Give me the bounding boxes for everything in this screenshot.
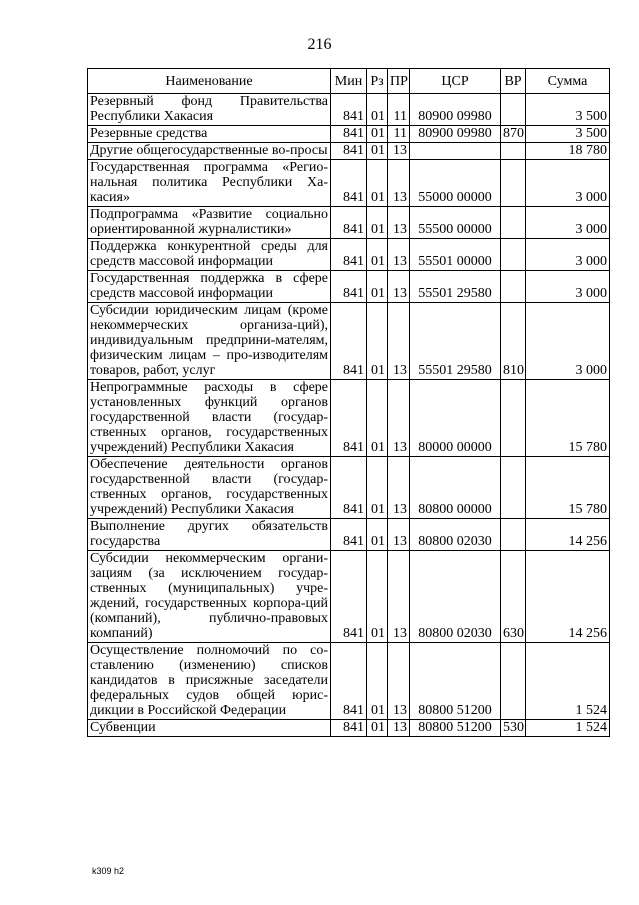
- row-csr: 55501 29580: [410, 303, 501, 380]
- table-row: [88, 239, 610, 271]
- row-vr: [501, 271, 526, 303]
- row-sum: 18 780: [526, 143, 610, 160]
- row-csr: 55000 00000: [410, 160, 501, 207]
- row-sum: 3 000: [526, 303, 610, 380]
- row-sum: 15 780: [526, 457, 610, 519]
- row-rz: 01: [367, 207, 388, 239]
- row-csr: [410, 143, 501, 160]
- row-pr: 13: [388, 380, 410, 457]
- row-csr: 55501 00000: [410, 239, 501, 271]
- row-name: Резервный фонд Правительства Республики Хакасия: [88, 94, 331, 126]
- row-min: 841: [331, 457, 367, 519]
- row-rz: 01: [367, 143, 388, 160]
- row-sum: 3 000: [526, 160, 610, 207]
- row-rz: 01: [367, 380, 388, 457]
- row-name: Субсидии некоммерческим органи-зациям (за исключением государ-ственных (муниципальных) учре-ждений, государственных корпора-ций (компаний), публично-правовых компаний): [88, 551, 331, 643]
- header-csr: ЦСР: [410, 69, 501, 94]
- table-row: [88, 143, 610, 160]
- row-sum: 3 500: [526, 126, 610, 143]
- row-pr: 13: [388, 720, 410, 737]
- row-sum: 14 256: [526, 519, 610, 551]
- row-name: Субвенции: [88, 720, 331, 737]
- row-name: Резервные средства: [88, 126, 331, 143]
- row-rz: 01: [367, 303, 388, 380]
- header-vr: ВР: [501, 69, 526, 94]
- row-min: 841: [331, 551, 367, 643]
- row-min: 841: [331, 271, 367, 303]
- row-name: Непрограммные расходы в сфере установленных функций органов государственной власти (государ-ственных органов, государственных учреждений) Республики Хакасия: [88, 380, 331, 457]
- row-vr: 530: [501, 720, 526, 737]
- row-rz: 01: [367, 160, 388, 207]
- row-pr: 13: [388, 519, 410, 551]
- row-pr: 13: [388, 207, 410, 239]
- header-name: Наименование: [88, 69, 331, 94]
- budget-table: [87, 68, 610, 737]
- row-vr: [501, 380, 526, 457]
- row-pr: 13: [388, 457, 410, 519]
- row-rz: 01: [367, 643, 388, 720]
- row-csr: 80900 09980: [410, 126, 501, 143]
- row-vr: [501, 457, 526, 519]
- row-pr: 13: [388, 239, 410, 271]
- row-rz: 01: [367, 94, 388, 126]
- row-name: Обеспечение деятельности органов государственной власти (государ-ственных органов, государственных учреждений) Республики Хакасия: [88, 457, 331, 519]
- row-min: 841: [331, 519, 367, 551]
- row-csr: 80800 02030: [410, 551, 501, 643]
- row-pr: 11: [388, 94, 410, 126]
- row-vr: 810: [501, 303, 526, 380]
- row-csr: 80800 02030: [410, 519, 501, 551]
- table-row: [88, 551, 610, 643]
- row-vr: 630: [501, 551, 526, 643]
- table-row: [88, 126, 610, 143]
- row-csr: 80000 00000: [410, 380, 501, 457]
- row-min: 841: [331, 303, 367, 380]
- row-pr: 13: [388, 551, 410, 643]
- page-number: 216: [307, 36, 332, 53]
- row-pr: 13: [388, 143, 410, 160]
- header-pr: ПР: [388, 69, 410, 94]
- row-vr: [501, 239, 526, 271]
- row-csr: 55501 29580: [410, 271, 501, 303]
- row-min: 841: [331, 94, 367, 126]
- row-sum: 15 780: [526, 380, 610, 457]
- table-row: [88, 207, 610, 239]
- row-vr: [501, 519, 526, 551]
- row-rz: 01: [367, 551, 388, 643]
- row-vr: [501, 143, 526, 160]
- row-rz: 01: [367, 126, 388, 143]
- table-row: [88, 457, 610, 519]
- row-sum: 1 524: [526, 643, 610, 720]
- row-csr: 80900 09980: [410, 94, 501, 126]
- row-min: 841: [331, 207, 367, 239]
- table-row: [88, 160, 610, 207]
- row-vr: 870: [501, 126, 526, 143]
- row-sum: 3 000: [526, 207, 610, 239]
- row-rz: 01: [367, 720, 388, 737]
- row-name: Государственная программа «Регио-нальная политика Республики Ха-касия»: [88, 160, 331, 207]
- row-name: Выполнение других обязательств государства: [88, 519, 331, 551]
- row-csr: 80800 51200: [410, 643, 501, 720]
- row-name: Подпрограмма «Развитие социально ориентированной журналистики»: [88, 207, 331, 239]
- row-pr: 13: [388, 643, 410, 720]
- row-vr: [501, 643, 526, 720]
- row-sum: 14 256: [526, 551, 610, 643]
- row-sum: 1 524: [526, 720, 610, 737]
- row-min: 841: [331, 380, 367, 457]
- row-min: 841: [331, 126, 367, 143]
- row-rz: 01: [367, 271, 388, 303]
- document-code: k309 h2: [92, 866, 125, 876]
- row-csr: 80800 51200: [410, 720, 501, 737]
- row-pr: 11: [388, 126, 410, 143]
- row-rz: 01: [367, 239, 388, 271]
- row-min: 841: [331, 239, 367, 271]
- row-min: 841: [331, 643, 367, 720]
- row-vr: [501, 94, 526, 126]
- row-vr: [501, 160, 526, 207]
- table-row: [88, 519, 610, 551]
- row-pr: 13: [388, 160, 410, 207]
- table-row: [88, 94, 610, 126]
- table-row: [88, 380, 610, 457]
- row-min: 841: [331, 143, 367, 160]
- table-row: [88, 720, 610, 737]
- row-name: Другие общегосударственные во-просы: [88, 143, 331, 160]
- table-row: [88, 643, 610, 720]
- table-header-row: [88, 69, 610, 94]
- row-min: 841: [331, 160, 367, 207]
- row-name: Субсидии юридическим лицам (кроме некоммерческих организа-ций), индивидуальным предприни-мателям, физическим лицам – про-изводителям товаров, работ, услуг: [88, 303, 331, 380]
- row-pr: 13: [388, 271, 410, 303]
- table-row: [88, 271, 610, 303]
- row-pr: 13: [388, 303, 410, 380]
- table-row: [88, 303, 610, 380]
- row-sum: 3 000: [526, 271, 610, 303]
- row-rz: 01: [367, 519, 388, 551]
- row-vr: [501, 207, 526, 239]
- row-min: 841: [331, 720, 367, 737]
- row-name: Государственная поддержка в сфере средств массовой информации: [88, 271, 331, 303]
- row-csr: 80800 00000: [410, 457, 501, 519]
- header-rz: Рз: [367, 69, 388, 94]
- row-rz: 01: [367, 457, 388, 519]
- header-min: Мин: [331, 69, 367, 94]
- row-name: Осуществление полномочий по со-ставлению (изменению) списков кандидатов в присяжные заседатели федеральных судов общей юрис-дикции в Российской Федерации: [88, 643, 331, 720]
- row-sum: 3 000: [526, 239, 610, 271]
- row-csr: 55500 00000: [410, 207, 501, 239]
- row-sum: 3 500: [526, 94, 610, 126]
- row-name: Поддержка конкурентной среды для средств массовой информации: [88, 239, 331, 271]
- header-sum: Сумма: [526, 69, 610, 94]
